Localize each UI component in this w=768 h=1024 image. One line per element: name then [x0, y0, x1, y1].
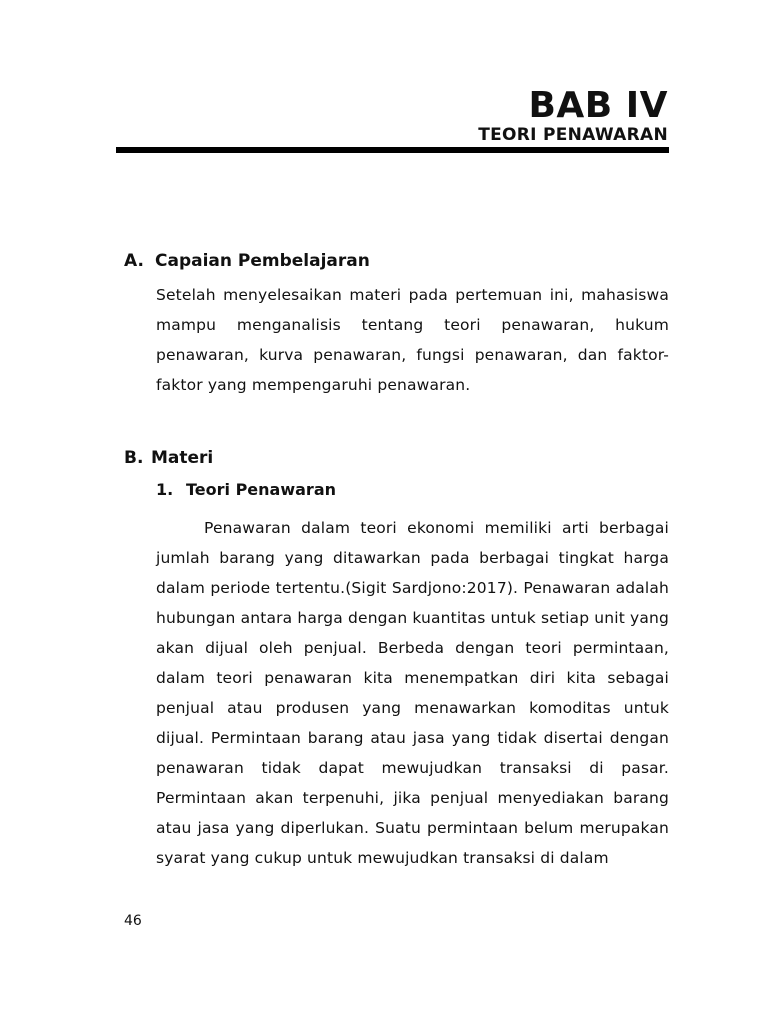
chapter-number: BAB IV — [528, 85, 668, 126]
section-title-b: Materi — [151, 448, 214, 468]
section-heading-a — [124, 249, 370, 273]
section-letter-b: B. — [124, 448, 144, 468]
subsection-number: 1. — [156, 480, 174, 499]
page-number: 46 — [124, 913, 142, 929]
subsection-body-paragraph: Penawaran dalam teori ekonomi memiliki arti berbagai jumlah barang yang ditawarkan pada berbagai tingkat harga dalam periode tertentu.(Sigit Sardjono:2017). Penawaran adalah hubungan antara harga dengan kuantitas untuk setiap unit yang akan dijual oleh penjual. Berbeda dengan teori permintaan, dalam teori penawaran kita menempatkan diri kita sebagai penjual atau produsen yang menawarkan komoditas untuk dijual. Permintaan barang atau jasa yang tidak disertai dengan penawaran tidak dapat mewujudkan transaksi di pasar. Permintaan akan terpenuhi, jika penjual menyediakan barang atau jasa yang diperlukan. Suatu permintaan belum merupakan syarat yang cukup untuk mewujudkan transaksi di dalam — [156, 519, 669, 867]
chapter-title: TEORI PENAWARAN — [478, 125, 668, 145]
subsection-title: Teori Penawaran — [186, 480, 336, 499]
section-letter-a: A. — [124, 251, 144, 271]
learning-outcome-paragraph: Setelah menyelesaikan materi pada pertemuan ini, mahasiswa mampu menganalisis tentang teori penawaran, hukum penawaran, kurva penawaran, fungsi penawaran, dan faktor-faktor yang mempengaruhi penawaran. — [156, 286, 669, 394]
section-title-a: Capaian Pembelajaran — [155, 251, 370, 271]
subsection-heading — [156, 479, 336, 501]
chapter-divider — [116, 147, 669, 153]
section-heading-b — [124, 446, 213, 470]
